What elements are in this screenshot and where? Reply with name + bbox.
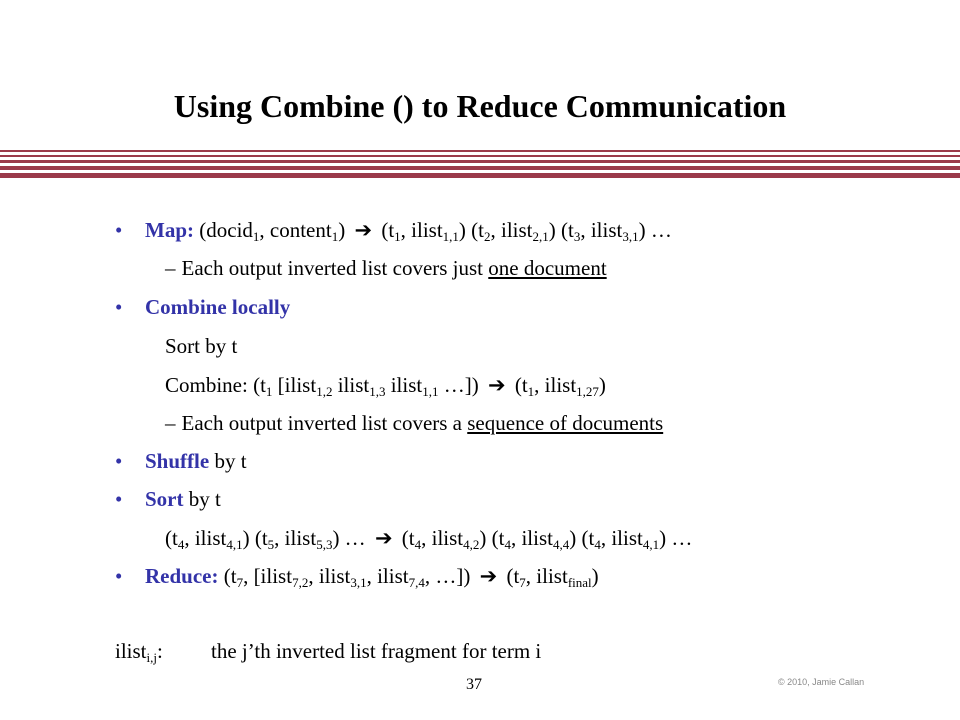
text: , ilist [274, 526, 317, 550]
text: ) … [332, 526, 371, 550]
bullet-reduce [115, 563, 599, 589]
arrow-right-icon: ➔ [487, 373, 506, 397]
text: , ilist [600, 526, 643, 550]
subscript: 4,2 [463, 537, 480, 552]
subscript: 1,1 [422, 384, 439, 399]
map-label: Map: [145, 218, 194, 242]
definition-text: the j’th inverted list fragment for term i [211, 639, 542, 663]
text: , ilist [366, 564, 409, 588]
text: ilist [332, 373, 370, 397]
text: (t [165, 526, 178, 550]
arrow-right-icon: ➔ [479, 564, 498, 588]
subscript: i,j [146, 650, 157, 665]
text: , ilist [421, 526, 464, 550]
sort-label: Sort [145, 487, 184, 511]
bullet-shuffle [115, 448, 247, 474]
text: [ilist [272, 373, 317, 397]
arrow-right-icon: ➔ [374, 526, 393, 550]
subscript: 1 [394, 229, 401, 244]
subscript: 7 [519, 575, 526, 590]
combine-label: Combine locally [145, 295, 291, 319]
text: , ilist [400, 218, 443, 242]
text: ilist [115, 639, 147, 663]
text: (t [396, 526, 415, 550]
subscript: 4 [414, 537, 422, 552]
bullet-map [115, 217, 672, 243]
text: ) (t [548, 218, 574, 242]
subscript: 1 [527, 384, 535, 399]
text: (t [218, 564, 237, 588]
bullet-glyph: • [115, 218, 123, 242]
subscript: 7,4 [408, 575, 425, 590]
text: , ilist [534, 373, 577, 397]
text: , …]) [424, 564, 476, 588]
text: ) (t [479, 526, 505, 550]
subscript: 4 [594, 537, 601, 552]
subscript: 3,1 [622, 229, 639, 244]
text: ilist [385, 373, 423, 397]
combine-subpoint [165, 410, 663, 436]
shuffle-label: Shuffle [145, 449, 210, 473]
text: , ilist [510, 526, 553, 550]
copyright-notice: © 2010, Jamie Callan [778, 677, 865, 687]
subscript: 2 [484, 229, 491, 244]
subscript: 1,27 [576, 384, 599, 399]
subscript: 3,1 [350, 575, 367, 590]
subscript: 5,3 [316, 537, 333, 552]
subscript: 4,1 [226, 537, 243, 552]
text: : [157, 639, 163, 663]
text: Combine: (t [165, 373, 266, 397]
bullet-glyph: • [115, 564, 123, 588]
subscript: 7 [236, 575, 244, 590]
subscript: 1 [331, 229, 339, 244]
text: , ilist [308, 564, 351, 588]
subscript: 5 [267, 537, 275, 552]
text: …]) [438, 373, 484, 397]
text: ) [598, 373, 606, 397]
dash: – [165, 411, 176, 435]
text: ) (t [569, 526, 595, 550]
subscript: 1 [252, 229, 260, 244]
text: (t [376, 218, 395, 242]
page-number: 37 [466, 676, 482, 693]
text: , ilist [525, 564, 568, 588]
subscript: 2,1 [532, 229, 549, 244]
map-subpoint [165, 255, 607, 281]
combine-sort-line: Sort by t [165, 334, 238, 358]
bullet-glyph: • [115, 295, 123, 319]
subscript: 1,1 [442, 229, 459, 244]
text: ) … [659, 526, 693, 550]
text: (t [501, 564, 520, 588]
text: by t [209, 449, 247, 473]
text: (docid [194, 218, 253, 242]
text: , ilist [580, 218, 623, 242]
subscript: 3 [573, 229, 581, 244]
dash: – [165, 256, 176, 280]
subscript: 4,1 [642, 537, 660, 552]
combine-formula [165, 372, 606, 398]
text: , content [259, 218, 332, 242]
underlined-text: one document [488, 256, 607, 280]
text: Each output inverted list covers just [181, 256, 489, 280]
subscript: 1 [265, 384, 273, 399]
text: ) [338, 218, 351, 242]
text: , ilist [184, 526, 227, 550]
text: ) … [638, 218, 672, 242]
text: (t [509, 373, 528, 397]
subscript: 1,2 [316, 384, 333, 399]
subscript: 4 [504, 537, 511, 552]
reduce-label: Reduce: [145, 564, 219, 588]
subscript: 7,2 [292, 575, 309, 590]
subscript: final [567, 575, 592, 590]
bullet-glyph: • [115, 449, 123, 473]
subscript: 1,3 [369, 384, 386, 399]
text: Each output inverted list covers a [181, 411, 468, 435]
subscript: 4,4 [552, 537, 570, 552]
bullet-glyph: • [115, 487, 123, 511]
bullet-sort [115, 486, 221, 512]
text: ) (t [242, 526, 268, 550]
subscript: 4 [177, 537, 185, 552]
sort-formula [165, 525, 692, 551]
text: by t [183, 487, 221, 511]
arrow-right-icon: ➔ [354, 218, 373, 242]
bullet-combine [115, 294, 290, 320]
text: ) (t [458, 218, 484, 242]
text: , ilist [490, 218, 533, 242]
text: ) [591, 564, 599, 588]
slide-title: Using Combine () to Reduce Communication [173, 88, 787, 124]
underlined-text: sequence of documents [467, 411, 664, 435]
definition-term [115, 638, 163, 664]
text: , [ilist [243, 564, 293, 588]
